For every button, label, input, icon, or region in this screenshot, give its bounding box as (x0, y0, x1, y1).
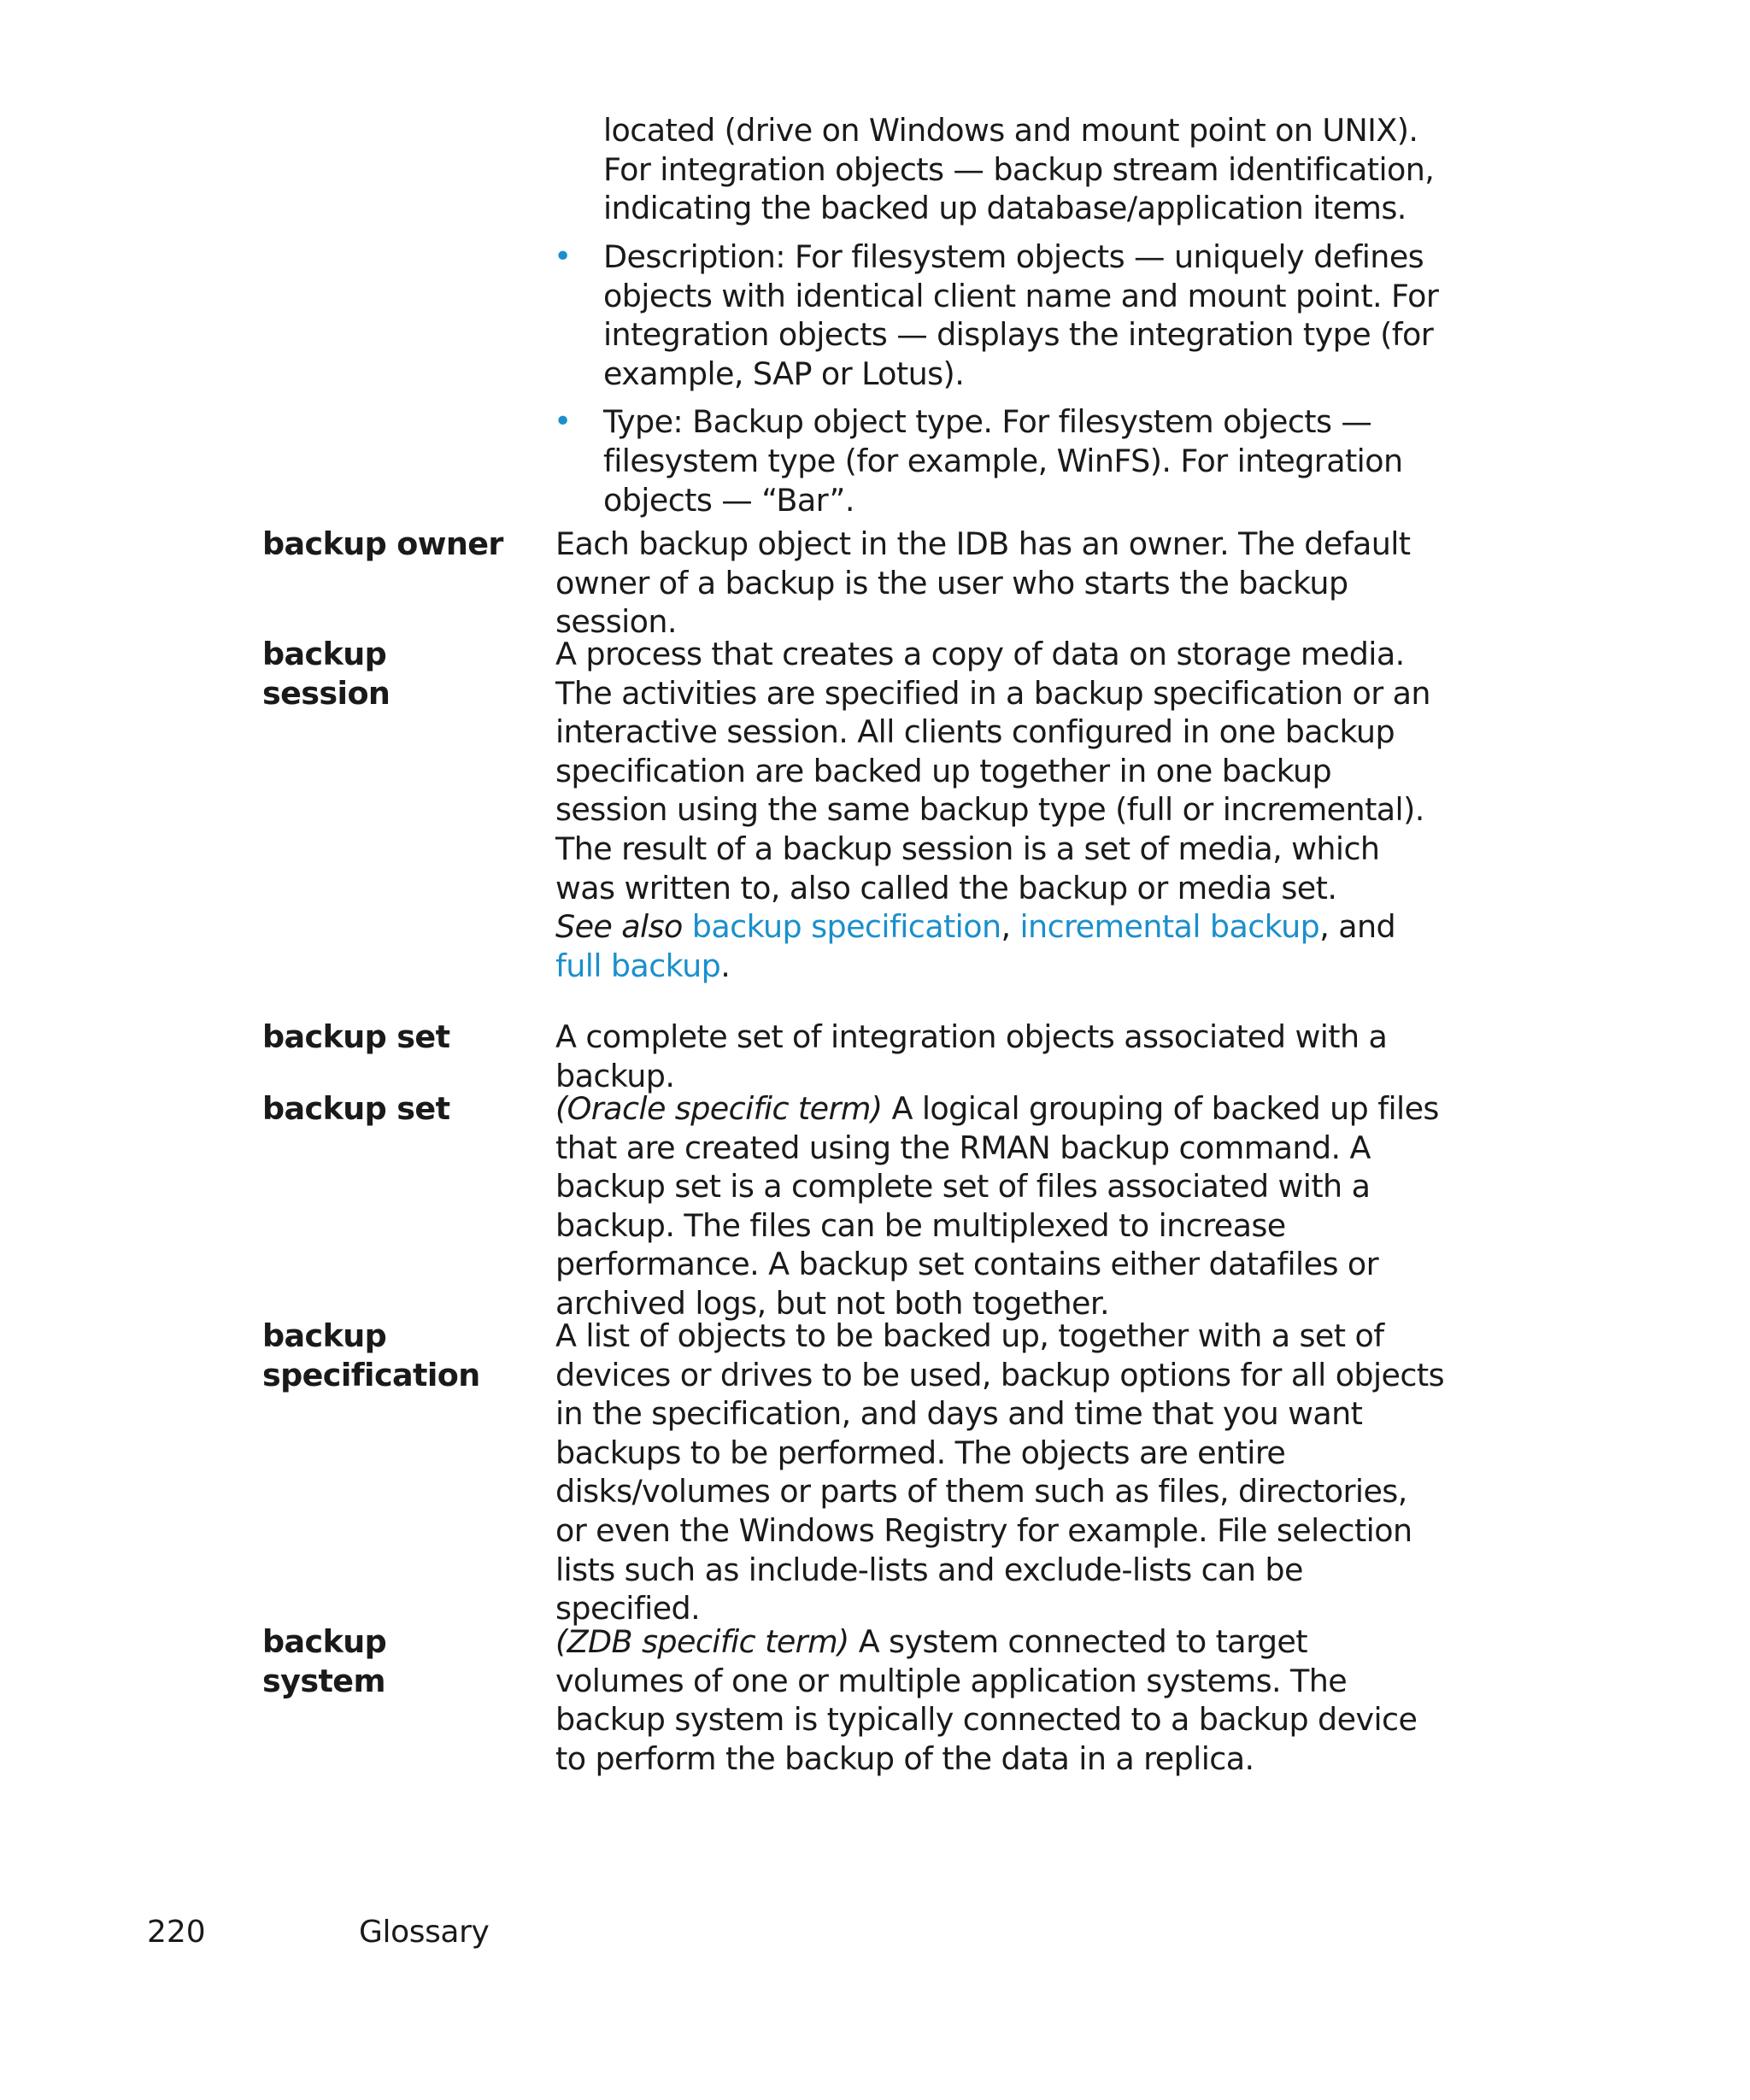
glossary-term: backup set (262, 1090, 450, 1127)
glossary-definition (555, 635, 1444, 985)
glossary-term: backup set (262, 1018, 450, 1055)
glossary-term (262, 1317, 519, 1394)
definition-text: A logical grouping of backed up files that are created using the RMAN backup command. A backup set is a complete set of files associated with a backup. The files can be multiplexed to increase performance. A backup set contains either datafiles or archived logs, but not both together. (555, 1090, 1439, 1322)
term-line: specification (262, 1356, 480, 1393)
bullet-icon: • (554, 404, 572, 440)
glossary-definition (555, 1622, 1444, 1778)
bullet-item-type (547, 402, 1441, 519)
bullet-list (547, 238, 1441, 519)
link-full-backup[interactable]: full backup (555, 947, 721, 984)
glossary-term: backup system (262, 1623, 387, 1699)
glossary-definition: A list of objects to be backed up, together with a set of devices or drives to be used, backup options for all objects in the specification, and days and time that you want backups to be performed. The objects are entire disks/volumes or parts of them such as files, directories, or even the Windows Registry for example. File selection lists such as include-lists and exclude-lists can be specified. (555, 1317, 1444, 1628)
bullet-text: Description: For filesystem objects — uniquely defines objects with identical client name and mount point. For integration objects — displays the integration type (for example, SAP or Lotus). (603, 238, 1439, 392)
glossary-definition: Each backup object in the IDB has an owner. The default owner of a backup is the user who starts the backup session. (555, 525, 1411, 641)
link-incremental-backup[interactable]: incremental backup (1019, 908, 1320, 946)
continuation-paragraph: located (drive on Windows and mount point on UNIX). For integration objects — backup stream identification, indicating the backed up database/application items. (603, 112, 1435, 227)
term-qualifier: (Oracle specific term) (555, 1090, 883, 1127)
bullet-text: Type: Backup object type. For filesystem objects — filesystem type (for example, WinFS). For integration objects — “Bar”. (603, 403, 1403, 519)
link-separator: , (1001, 908, 1020, 946)
glossary-term: backup session (262, 636, 391, 712)
bullet-item-description (547, 238, 1441, 393)
term-line: backup (262, 1317, 387, 1354)
term-qualifier: (ZDB specific term) (555, 1623, 849, 1660)
link-separator: , and (1319, 908, 1396, 946)
glossary-term: backup owner (262, 525, 503, 562)
definition-text: A process that creates a copy of data on storage media. The activities are specified in a backup specification or an interactive session. All clients configured in one backup specification are backed up together in one backup session using the same backup type (full or incremental). The result of a backup session is a set of media, which was written to, also called the backup or media set. (555, 636, 1430, 906)
link-backup-specification[interactable]: backup specification (691, 908, 1001, 946)
glossary-definition (555, 1089, 1444, 1323)
see-also-label: See also (555, 908, 683, 946)
glossary-definition: A complete set of integration objects associated with a backup. (555, 1018, 1388, 1094)
page-number: 220 (147, 1915, 206, 1950)
bullet-icon: • (554, 239, 572, 274)
definition-text: A system connected to target volumes of one or multiple application systems. The backup system is typically connected to a backup device to perform the backup of the data in a replica. (555, 1623, 1418, 1777)
footer-section-label: Glossary (359, 1915, 490, 1950)
sentence-end: . (720, 947, 731, 984)
